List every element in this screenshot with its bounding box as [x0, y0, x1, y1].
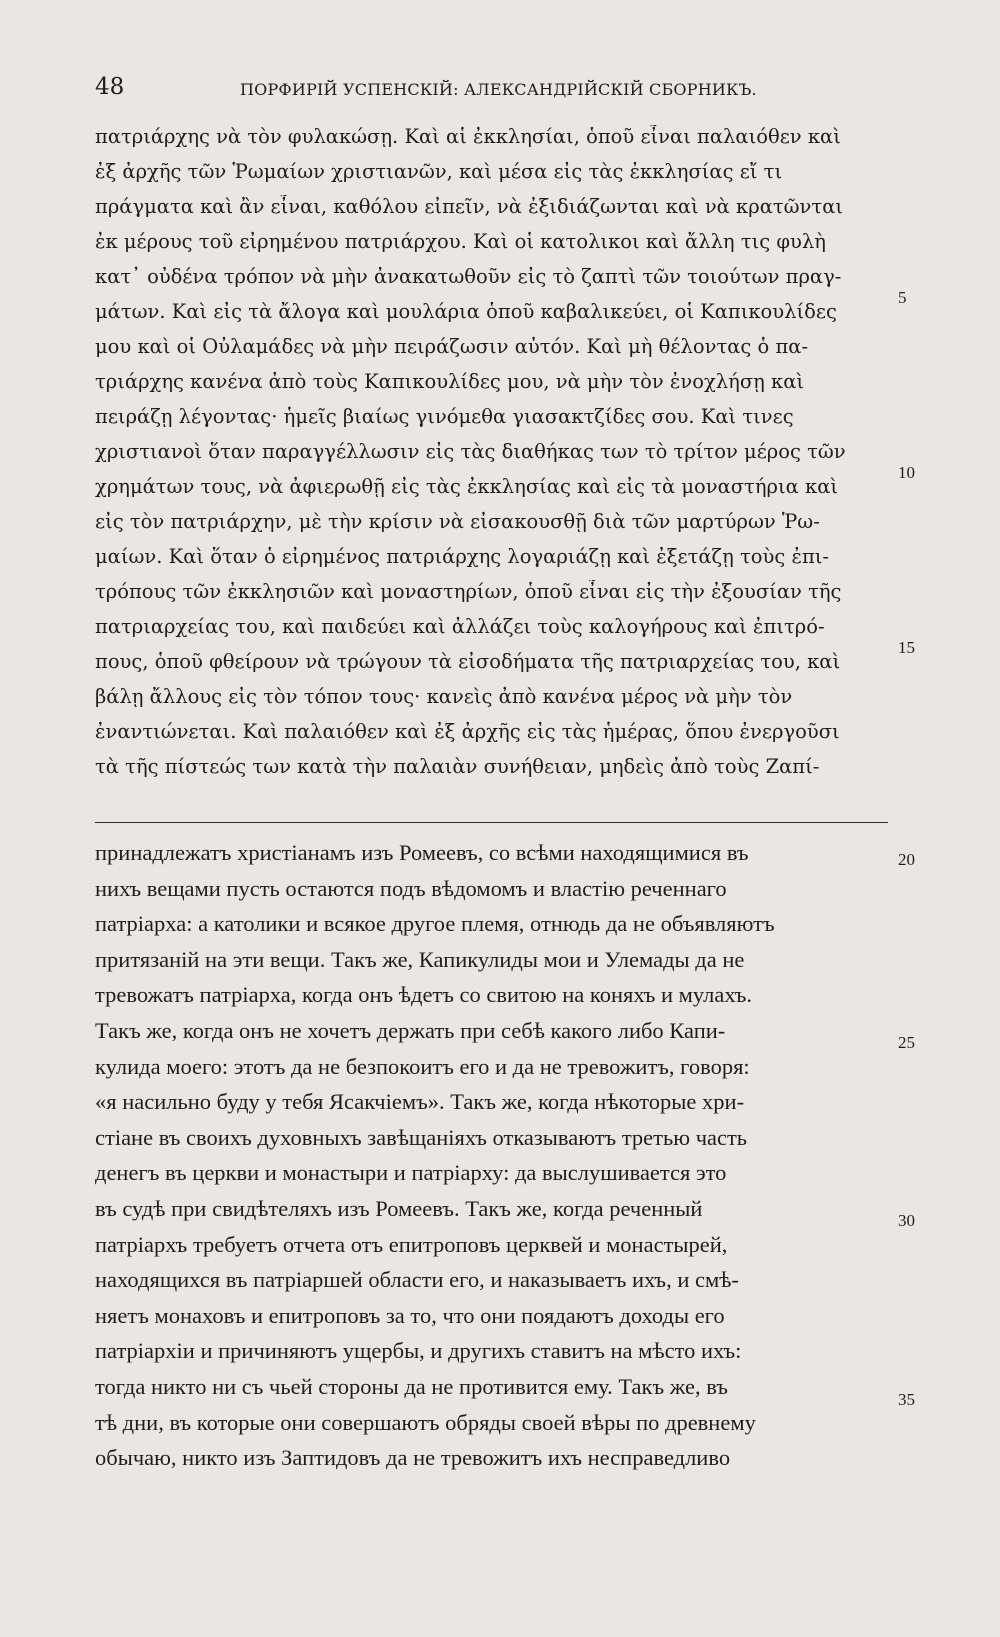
line-number: 10: [898, 463, 915, 482]
text-line: τριάρχης κανένα ἀπὸ τοὺς Καπικουλίδες μου, νὰ μὴν τὸν ἐνοχλήσῃ καὶ: [95, 370, 805, 393]
text-line: притязаній на эти вещи. Такъ же, Капикулиды мои и Улемады да не: [95, 946, 745, 972]
text-line: χρημάτων τους, νὰ ἀφιερωθῇ εἰς τὰς ἐκκλησίας καὶ εἰς τὰ μοναστήρια καὶ: [95, 475, 839, 498]
text-line: πατριάρχης νὰ τὸν φυλακώσῃ. Καὶ αἱ ἐκκλησίαι, ὁποῦ εἶναι παλαιόθεν καὶ: [95, 125, 841, 148]
greek-text-block: [95, 125, 885, 778]
text-line: патріарха: а католики и всякое другое племя, отнюдь да не объявляютъ: [95, 911, 775, 937]
text-line: патріархіи и причиняютъ ущербы, и другихъ ставитъ на мѣсто ихъ:: [95, 1338, 742, 1364]
text-line: Такъ же, когда онъ не хочетъ держать при себѣ какого либо Капи-: [95, 1018, 726, 1043]
text-line: няетъ монаховъ и епитроповъ за то, что они поядаютъ доходы его: [95, 1302, 725, 1328]
text-line: тѣ дни, въ которые они совершаютъ обряды своей вѣры по древнему: [95, 1409, 756, 1435]
page-number: 48: [95, 74, 125, 100]
text-line: обычаю, никто изъ Заптидовъ да не тревожитъ ихъ несправедливо: [95, 1445, 731, 1471]
text-line: πειράζῃ λέγοντας· ἡμεῖς βιαίως γινόμεθα γιασακτζίδες σου. Καὶ τινες: [95, 405, 794, 428]
section-divider: [95, 822, 888, 823]
text-line: τρόπους τῶν ἐκκλησιῶν καὶ μοναστηρίων, ὁποῦ εἶναι εἰς τὴν ἐξουσίαν τῆς: [95, 580, 842, 603]
text-line: τὰ τῆς πίστεώς των κατὰ τὴν παλαιὰν συνήθειαν, μηδεὶς ἀπὸ τοὺς Ζαπί-: [95, 755, 820, 778]
text-line: «я насильно буду у тебя Ясакчіемъ». Такъ же, когда нѣкоторые хри-: [95, 1089, 745, 1115]
text-line: кулида моего: этотъ да не безпокоитъ его и да не тревожитъ, говоря:: [95, 1053, 750, 1079]
text-line: тревожатъ патріарха, когда онъ ѣдетъ со свитою на коняхъ и мулахъ.: [95, 982, 753, 1008]
text-line: βάλῃ ἄλλους εἰς τὸν τόπον τους· κανεὶς ἀπὸ κανένα μέρος νὰ μὴν τὸν: [95, 685, 793, 708]
text-line: κατ᾽ οὐδένα τρόπον νὰ μὴν ἀνακατωθοῦν εἰς τὸ ζαπτὶ τῶν τοιούτων πραγ-: [95, 265, 842, 288]
line-number: 35: [898, 1390, 915, 1409]
text-line: ἐξ ἀρχῆς τῶν Ῥωμαίων χριστιανῶν, καὶ μέσα εἰς τὰς ἐκκλησίας εἴ τι: [95, 160, 783, 183]
text-line: πατριαρχείας του, καὶ παιδεύει καὶ ἀλλάζει τοὺς καλογήρους καὶ ἐπιτρό-: [95, 615, 825, 638]
page-header: [95, 74, 885, 108]
text-line: πους, ὁποῦ φθείρουν νὰ τρώγουν τὰ εἰσοδήματα τῆς πατριαρχείας του, καὶ: [95, 650, 841, 673]
line-number: 30: [898, 1211, 915, 1230]
text-line: χριστιανοὶ ὅταν παραγγέλλωσιν εἰς τὰς διαθήκας των τὸ τρίτον μέρος τῶν: [95, 440, 846, 463]
text-line: патріархъ требуетъ отчета отъ епитроповъ церквей и монастырей,: [95, 1231, 728, 1257]
line-number: 25: [898, 1033, 915, 1052]
text-line: μαίων. Καὶ ὅταν ὁ εἰρημένος πατριάρχης λογαριάζῃ καὶ ἐξετάζῃ τοὺς ἐπι-: [95, 545, 830, 568]
text-line: μάτων. Καὶ εἰς τὰ ἄλογα καὶ μουλάρια ὁποῦ καβαλικεύει, οἱ Καπικουλίδες: [95, 300, 837, 323]
text-line: денегъ въ церкви и монастыри и патріарху: да выслушивается это: [95, 1160, 727, 1186]
text-line: ἐκ μέρους τοῦ εἰρημένου πατριάρχου. Καὶ οἱ κατολικοι καὶ ἄλλη τις φυλὴ: [95, 230, 826, 253]
text-line: μου καὶ οἱ Οὐλαμάδες νὰ μὴν πειράζωσιν αὐτόν. Καὶ μὴ θέλοντας ὁ πα-: [95, 335, 809, 358]
line-number: 15: [898, 638, 915, 657]
text-line: ἐναντιώνεται. Καὶ παλαιόθεν καὶ ἐξ ἀρχῆς εἰς τὰς ἡμέρας, ὅπου ἐνεργοῦσι: [95, 720, 840, 743]
running-title: ПОРФИРІЙ УСПЕНСКІЙ: АЛЕКСАНДРІЙСКІЙ СБОРНИКЪ.: [240, 80, 757, 99]
text-line: εἰς τὸν πατριάρχην, μὲ τὴν κρίσιν νὰ εἰσακουσθῇ διὰ τῶν μαρτύρων Ῥω-: [95, 510, 820, 533]
line-number: 5: [898, 288, 907, 307]
text-line: тогда никто ни съ чьей стороны да не противится ему. Такъ же, въ: [95, 1374, 728, 1399]
text-line: стіане въ своихъ духовныхъ завѣщаніяхъ отказываютъ третью часть: [95, 1124, 748, 1150]
text-line: нихъ вещами пусть остаются подъ вѣдомомъ и властію реченнаго: [95, 875, 727, 901]
text-line: въ судѣ при свидѣтеляхъ изъ Ромеевъ. Такъ же, когда реченный: [95, 1196, 703, 1221]
line-number: 20: [898, 850, 915, 869]
text-line: принадлежатъ христіанамъ изъ Ромеевъ, со всѣми находящимися въ: [95, 840, 749, 865]
text-line: πράγματα καὶ ἂν εἶναι, καθόλου εἰπεῖν, νὰ ἐξιδιάζωνται καὶ νὰ κρατῶνται: [95, 195, 844, 218]
text-line: находящихся въ патріаршей области его, и наказываетъ ихъ, и смѣ-: [95, 1267, 739, 1293]
russian-text-block: [95, 840, 885, 1560]
